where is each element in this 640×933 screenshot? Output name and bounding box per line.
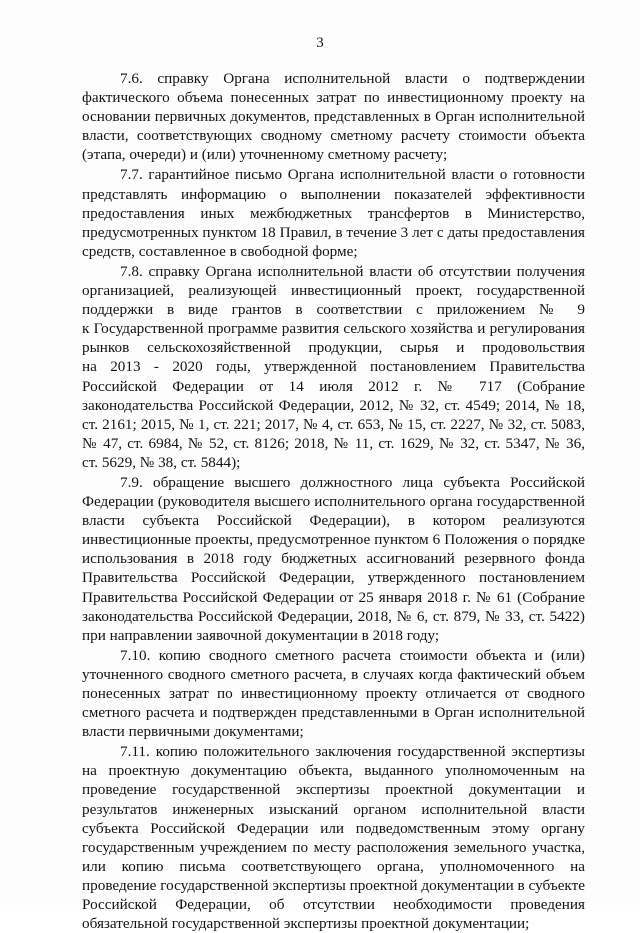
text-line: власти субъекта Российской Федерации), в котором реализуются <box>82 512 585 530</box>
text-line: ст. 2161; 2015, № 1, ст. 221; 2017, № 4, ст. 653, № 15, ст. 2227, № 32, ст. 5083, <box>82 415 585 433</box>
text-line: Российской Федерации, об отсутствии необходимости проведения <box>82 896 585 914</box>
page-number: 3 <box>316 35 324 51</box>
text-line: инвестиционные проекты, предусмотренное пунктом 6 Положения о порядке <box>82 531 585 549</box>
text-line: поддержки в виде грантов в соответствии с приложением № 9 <box>82 301 585 319</box>
text-line: проведение государственной экспертизы проектной документации в субъекте <box>82 876 585 894</box>
text-line: уточненного сводного сметного расчета, в случаях когда фактический объем <box>82 665 585 683</box>
paragraph-7-11 <box>82 742 585 933</box>
text-line: сметного расчета и подтвержден представленными в Орган исполнительной <box>82 704 585 722</box>
text-line: результатов инженерных изысканий органом исполнительной власти <box>82 800 585 818</box>
text-line: 7.7. гарантийное письмо Органа исполнительной власти о готовности <box>120 166 585 184</box>
text-line: обязательной государственной экспертизы проектной документации; <box>82 915 530 933</box>
document-body <box>82 69 585 933</box>
text-line: организацией, реализующей инвестиционный проект, государственной <box>82 282 585 300</box>
text-line: субъекта Российской Федерации или подведомственным этому органу <box>82 819 585 837</box>
text-line: фактического объема понесенных затрат по инвестиционному проекту на <box>82 89 585 107</box>
paragraph-7-7 <box>82 165 585 260</box>
text-line: предоставления иных межбюджетных трансфертов в Министерство, <box>82 204 585 222</box>
text-line: представлять информацию о выполнении показателей эффективности <box>82 185 585 203</box>
text-line: при направлении заявочной документации в 2018 году; <box>82 626 440 644</box>
text-line: власти, соответствующих сводному сметному расчету стоимости объекта <box>82 127 585 145</box>
text-line: законодательства Российской Федерации, 2018, № 6, ст. 879, № 33, ст. 5422) <box>82 607 585 625</box>
text-line: 7.11. копию положительного заключения государственной экспертизы <box>120 743 585 761</box>
text-line: проведение государственной экспертизы проектной документации и <box>82 781 585 799</box>
text-line: на 2013 - 2020 годы, утвержденной постановлением Правительства <box>82 358 585 376</box>
text-line: власти первичными документами; <box>82 723 304 741</box>
text-line: рынков сельскохозяйственной продукции, сырья и продовольствия <box>82 339 585 357</box>
paragraph-7-6 <box>82 69 585 164</box>
text-line: Правительства Российской Федерации, утвержденного постановлением <box>82 569 585 587</box>
paragraph-7-10 <box>82 646 585 741</box>
text-line: Федерации (руководителя высшего исполнительного органа государственной <box>82 493 585 511</box>
text-line: использования в 2018 году бюджетных ассигнований резервного фонда <box>82 550 585 568</box>
text-line: средств, составленное в свободной форме; <box>82 242 358 260</box>
text-line: № 47, ст. 6984, № 52, ст. 8126; 2018, № 11, ст. 1629, № 32, ст. 5347, № 36, <box>82 434 585 452</box>
text-line: к Государственной программе развития сельского хозяйства и регулирования <box>82 320 585 338</box>
text-line: предусмотренных пунктом 18 Правил, в течение 3 лет с даты предоставления <box>82 223 585 241</box>
text-line: ст. 5629, № 38, ст. 5844); <box>82 453 241 471</box>
text-line: законодательства Российской Федерации, 2012, № 32, ст. 4549; 2014, № 18, <box>82 396 585 414</box>
text-line: или копию письма соответствующего органа, уполномоченного на <box>82 857 585 875</box>
text-line: (этапа, очереди) и (или) уточненному сметному расчету; <box>82 146 448 164</box>
text-line: 7.10. копию сводного сметного расчета стоимости объекта и (или) <box>120 646 585 664</box>
text-line: Российской Федерации от 14 июля 2012 г. № 717 (Собрание <box>82 377 585 395</box>
text-line: 7.9. обращение высшего должностного лица субъекта Российской <box>120 473 585 491</box>
paragraph-7-9 <box>82 473 585 645</box>
paragraph-7-8 <box>82 262 585 472</box>
text-line: основании первичных документов, представленных в Орган исполнительной <box>82 108 585 126</box>
text-line: 7.8. справку Органа исполнительной власти об отсутствии получения <box>120 262 585 280</box>
text-line: понесенных затрат по инвестиционному проекту отличается от сводного <box>82 685 585 702</box>
text-line: 7.6. справку Органа исполнительной власти о подтверждении <box>120 70 585 87</box>
text-line: Правительства Российской Федерации от 25 января 2018 г. № 61 (Собрание <box>82 588 585 606</box>
text-line: государственным учреждением по месту расположения земельного участка, <box>82 838 585 856</box>
text-line: на проектную документацию объекта, выданного уполномоченным на <box>82 762 585 780</box>
